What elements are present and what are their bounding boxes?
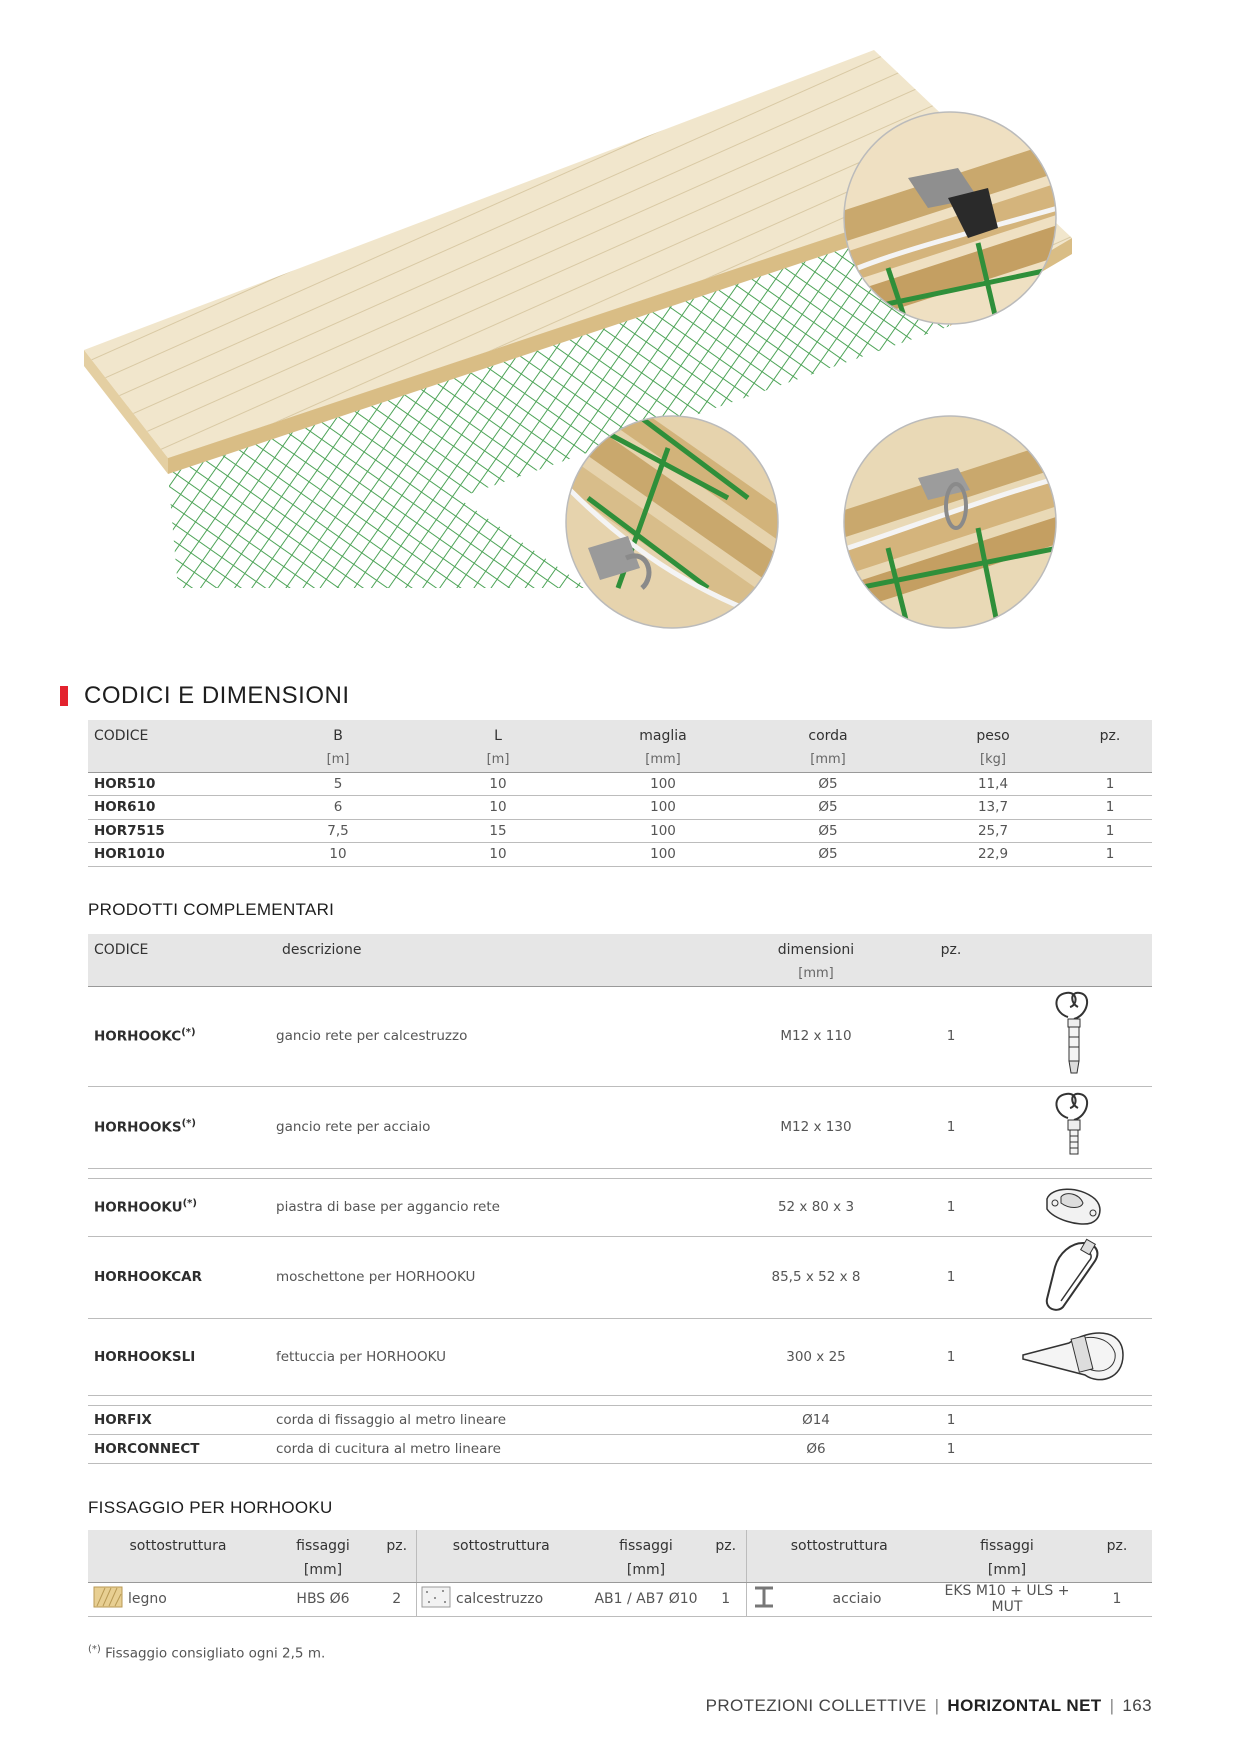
wood-icon: [93, 1586, 123, 1608]
footer-product: HORIZONTAL NET: [947, 1696, 1102, 1715]
col-code: CODICE: [88, 720, 268, 748]
cell-pcs: 1: [906, 1178, 996, 1236]
cell-pcs: 1: [906, 1236, 996, 1318]
net-installation-render: [28, 28, 1212, 656]
table-spacer: [88, 1395, 1152, 1405]
footnote-marker: (*): [88, 1644, 101, 1655]
col-dim: dimensioni: [726, 934, 906, 962]
cell-dim: Ø14: [726, 1405, 906, 1434]
table-row: [88, 1086, 1152, 1168]
cell-dim: Ø6: [726, 1434, 906, 1463]
cell-image: [996, 1318, 1152, 1395]
cell-pcs: 1: [1068, 772, 1152, 796]
sling-icon: [1019, 1319, 1129, 1391]
cell-l: 10: [408, 796, 588, 820]
cell-dim: M12 x 130: [726, 1086, 906, 1168]
unit-mesh: [mm]: [588, 748, 738, 772]
cell-image: [996, 986, 1152, 1086]
col-substrate: sottostruttura: [416, 1530, 586, 1558]
footer-section: PROTEZIONI COLLETTIVE: [705, 1696, 927, 1715]
codes-units-row: [88, 748, 1152, 772]
cell-mesh: 100: [588, 843, 738, 867]
concrete-icon: [421, 1586, 451, 1608]
cell-rope: Ø5: [738, 772, 918, 796]
table-row: [88, 1318, 1152, 1395]
concrete-hook-icon: [1044, 987, 1104, 1081]
unit-rope: [mm]: [738, 748, 918, 772]
cell-image: [996, 1178, 1152, 1236]
col-pcs: pz.: [1082, 1530, 1152, 1558]
cell-code: HORHOOKS(*): [88, 1086, 276, 1168]
unit-l: [m]: [408, 748, 588, 772]
footnote-text: Fissaggio consigliato ogni 2,5 m.: [100, 1645, 326, 1662]
cell-code: HORFIX: [88, 1405, 276, 1434]
footnote-marker: (*): [181, 1118, 196, 1130]
table-row: [88, 1434, 1152, 1463]
col-pcs: pz.: [706, 1530, 746, 1558]
cell-code: HOR1010: [88, 843, 268, 867]
unit-pcs: [1068, 748, 1152, 772]
cell-code: HOR510: [88, 772, 268, 796]
cell-dim: 85,5 x 52 x 8: [726, 1236, 906, 1318]
table-row: [88, 772, 1152, 796]
cell-weight: 25,7: [918, 819, 1068, 843]
cell-code: HORHOOKC(*): [88, 986, 276, 1086]
unit-code: [88, 748, 268, 772]
cell-desc: gancio rete per acciaio: [276, 1086, 726, 1168]
cell-desc: corda di fissaggio al metro lineare: [276, 1405, 726, 1434]
col-substrate: sottostruttura: [746, 1530, 932, 1558]
cell-pcs: 1: [906, 986, 996, 1086]
cell-substrate: calcestruzzo: [456, 1582, 586, 1616]
unit-fixings: [mm]: [586, 1558, 706, 1582]
heading-accent-bar: [60, 686, 68, 706]
cell-icon: [746, 1582, 782, 1616]
cell-pcs: 1: [706, 1582, 746, 1616]
cell-pcs: 1: [906, 1318, 996, 1395]
detail-plate-carabiner: [801, 408, 1117, 638]
cell-mesh: 100: [588, 819, 738, 843]
application-illustration: [28, 28, 1212, 656]
carabiner-icon: [1039, 1237, 1109, 1313]
complementary-header-row: [88, 934, 1152, 962]
page-number: 163: [1122, 1696, 1152, 1715]
cell-pcs: 1: [1068, 796, 1152, 820]
cell-weight: 22,9: [918, 843, 1068, 867]
col-pcs: pz.: [378, 1530, 416, 1558]
cell-rope: Ø5: [738, 843, 918, 867]
cell-image: [996, 1236, 1152, 1318]
cell-icon: [88, 1582, 128, 1616]
col-pcs: pz.: [1068, 720, 1152, 748]
unit-weight: [kg]: [918, 748, 1068, 772]
fixing-table: [88, 1530, 1152, 1617]
complementary-units-row: [88, 962, 1152, 986]
table-spacer: [88, 1168, 1152, 1178]
col-substrate: sottostruttura: [88, 1530, 268, 1558]
cell-desc: gancio rete per calcestruzzo: [276, 986, 726, 1086]
cell-image: [996, 1086, 1152, 1168]
unit-fixings: [mm]: [268, 1558, 378, 1582]
col-code: CODICE: [88, 934, 276, 962]
cell-dim: M12 x 110: [726, 986, 906, 1086]
col-rope: corda: [738, 720, 918, 748]
cell-desc: corda di cucitura al metro lineare: [276, 1434, 726, 1463]
codes-title: CODICI E DIMENSIONI: [84, 682, 350, 709]
cell-pcs: 2: [378, 1582, 416, 1616]
footnote-marker: (*): [181, 1027, 196, 1039]
cell-fixings: HBS Ø6: [268, 1582, 378, 1616]
cell-dim: 300 x 25: [726, 1318, 906, 1395]
col-weight: peso: [918, 720, 1068, 748]
cell-desc: moschettone per HORHOOKU: [276, 1236, 726, 1318]
cell-pcs: 1: [1068, 843, 1152, 867]
codes-table: [88, 720, 1152, 867]
cell-code: HORCONNECT: [88, 1434, 276, 1463]
footnote-marker: (*): [182, 1198, 197, 1210]
complementary-title: PRODOTTI COMPLEMENTARI: [88, 900, 335, 919]
col-image: [996, 934, 1152, 962]
cell-code: HORHOOKSLI: [88, 1318, 276, 1395]
table-row: [88, 796, 1152, 820]
table-row: [88, 843, 1152, 867]
cell-icon: [416, 1582, 456, 1616]
col-l: L: [408, 720, 588, 748]
unit-fixings: [mm]: [932, 1558, 1082, 1582]
unit-dim: [mm]: [726, 962, 906, 986]
cell-mesh: 100: [588, 772, 738, 796]
cell-pcs: 1: [1068, 819, 1152, 843]
fixing-title: FISSAGGIO PER HORHOOKU: [88, 1498, 333, 1517]
cell-substrate: legno: [128, 1582, 268, 1616]
cell-rope: Ø5: [738, 796, 918, 820]
cell-b: 5: [268, 772, 408, 796]
cell-code: HOR610: [88, 796, 268, 820]
footnote: [88, 1644, 325, 1662]
col-mesh: maglia: [588, 720, 738, 748]
cell-mesh: 100: [588, 796, 738, 820]
cell-fixings: EKS M10 + ULS + MUT: [932, 1582, 1082, 1616]
cell-weight: 13,7: [918, 796, 1068, 820]
base-plate-icon: [1039, 1179, 1109, 1231]
fixing-header-row: [88, 1530, 1152, 1558]
fixing-units-row: [88, 1558, 1152, 1582]
cell-b: 10: [268, 843, 408, 867]
cell-substrate: acciaio: [782, 1582, 932, 1616]
table-row: [88, 1582, 1152, 1616]
steel-hook-icon: [1044, 1088, 1104, 1162]
col-pcs: pz.: [906, 934, 996, 962]
cell-pcs: 1: [906, 1405, 996, 1434]
cell-pcs: 1: [906, 1086, 996, 1168]
table-row: [88, 819, 1152, 843]
cell-pcs: 1: [906, 1434, 996, 1463]
unit-b: [m]: [268, 748, 408, 772]
complementary-table: [88, 934, 1152, 1464]
cell-l: 10: [408, 772, 588, 796]
cell-l: 15: [408, 819, 588, 843]
cell-weight: 11,4: [918, 772, 1068, 796]
cell-l: 10: [408, 843, 588, 867]
col-fixings: fissaggi: [586, 1530, 706, 1558]
cell-dim: 52 x 80 x 3: [726, 1178, 906, 1236]
table-row: [88, 1178, 1152, 1236]
col-fixings: fissaggi: [268, 1530, 378, 1558]
col-fixings: fissaggi: [932, 1530, 1082, 1558]
table-row: [88, 1236, 1152, 1318]
cell-pcs: 1: [1082, 1582, 1152, 1616]
cell-code: HORHOOKU(*): [88, 1178, 276, 1236]
cell-b: 7,5: [268, 819, 408, 843]
cell-code: HOR7515: [88, 819, 268, 843]
cell-b: 6: [268, 796, 408, 820]
cell-code: HORHOOKCAR: [88, 1236, 276, 1318]
cell-desc: piastra di base per aggancio rete: [276, 1178, 726, 1236]
cell-fixings: AB1 / AB7 Ø10: [586, 1582, 706, 1616]
table-row: [88, 986, 1152, 1086]
steel-beam-icon: [752, 1586, 776, 1608]
col-b: B: [268, 720, 408, 748]
col-desc: descrizione: [276, 934, 726, 962]
codes-header-row: [88, 720, 1152, 748]
page-footer: PROTEZIONI COLLETTIVE | HORIZONTAL NET | 163: [705, 1696, 1152, 1715]
cell-rope: Ø5: [738, 819, 918, 843]
codes-heading: [60, 682, 350, 710]
cell-desc: fettuccia per HORHOOKU: [276, 1318, 726, 1395]
table-row: [88, 1405, 1152, 1434]
